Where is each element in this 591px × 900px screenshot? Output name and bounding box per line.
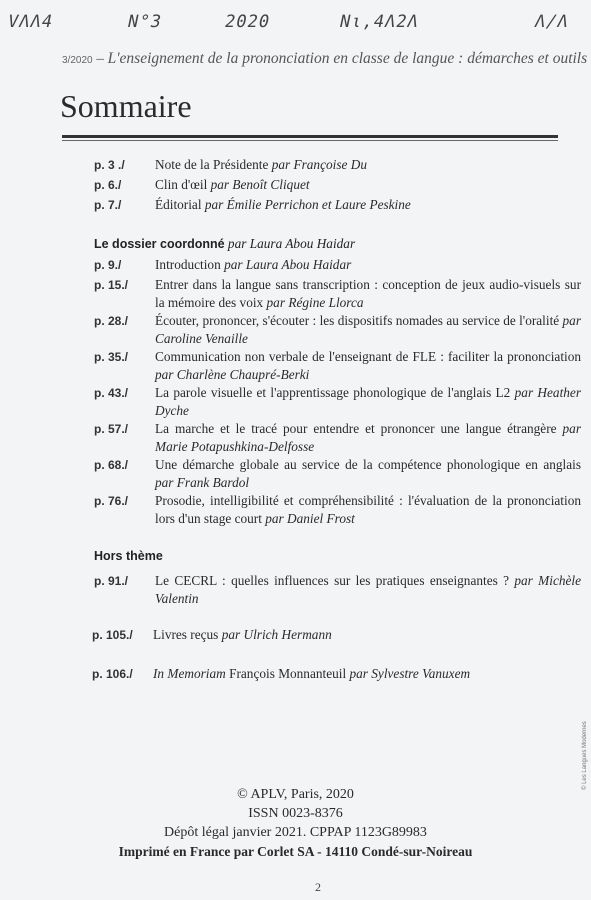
handwriting-a: VΛΛ4: [5, 12, 56, 32]
toc-title: Communication non verbale de l'enseignant de FLE : faciliter la prononciation: [155, 349, 581, 364]
toc-page: p. 43./: [94, 386, 129, 400]
toc-title: Prosodie, intelligibilité et compréhensibilité : l'évaluation de la prononciation lors d'un stage court: [155, 493, 581, 526]
toc-title: Écouter, prononcer, s'écouter : les dispositifs nomades au service de l'oralité: [155, 313, 563, 328]
section-title: Hors thème: [94, 549, 163, 563]
toc-text: [155, 420, 581, 456]
toc-text: [155, 156, 581, 174]
issn-line: ISSN 0023-8376: [248, 806, 343, 821]
toc-page: p. 9./: [94, 258, 122, 272]
toc-page: p. 7./: [94, 198, 122, 212]
toc-author: par Charlène Chaupré-Berki: [155, 367, 310, 382]
toc-text: [153, 665, 579, 683]
toc-title-italic: In Memoriam: [153, 666, 226, 681]
section-heading-hors-theme: [94, 549, 163, 563]
toc-text: [155, 276, 581, 312]
issue-number: 3/2020: [62, 55, 93, 66]
toc-title: Introduction: [155, 257, 225, 272]
toc-title: Une démarche globale au service de la compétence phonologique en anglais: [155, 457, 581, 472]
page-title: Sommaire: [60, 88, 192, 124]
toc-page: p. 68./: [94, 458, 129, 472]
handwriting-e: Λ/Λ: [532, 12, 571, 32]
issue-title: L'enseignement de la prononciation en classe de langue : démarches et outils: [107, 50, 588, 67]
toc-page: p. 3 ./: [94, 158, 125, 172]
toc-page: p. 105./: [92, 628, 133, 642]
toc-title: Le CECRL : quelles influences sur les pratiques enseignantes ?: [155, 573, 515, 588]
depot-line: Dépôt légal janvier 2021. CPPAP 1123G89983: [164, 825, 427, 840]
toc-text: [155, 196, 581, 214]
toc-title: Éditorial: [155, 197, 205, 212]
toc-author: par Benoît Cliquet: [210, 177, 310, 192]
toc-title: Entrer dans la langue sans transcription : conception de jeux audio-visuels sur la mémoire des voix: [155, 277, 581, 310]
toc-text: [155, 312, 581, 348]
toc-author: par Michèle Valentin: [155, 573, 581, 606]
toc-author: par Émilie Perrichon et Laure Peskine: [204, 197, 411, 212]
toc-author: par Daniel Frost: [265, 511, 355, 526]
toc-author: par Sylvestre Vanuxem: [349, 666, 471, 681]
toc-title: Clin d'œil: [155, 177, 211, 192]
side-copyright-mark: © Les Langues Modernes: [582, 721, 588, 790]
toc-text: [155, 256, 581, 274]
toc-author: par Heather Dyche: [155, 385, 581, 418]
toc-page: p. 35./: [94, 350, 129, 364]
handwriting-b: N°3: [125, 12, 164, 32]
toc-title: Livres reçus: [153, 627, 222, 642]
toc-page: p. 28./: [94, 314, 129, 328]
toc-page: p. 6./: [94, 178, 122, 192]
toc-title: Note de la Présidente: [155, 157, 272, 172]
title-rule-thin: [62, 140, 558, 141]
copyright-line: © APLV, Paris, 2020: [237, 787, 354, 802]
page-number: 2: [315, 880, 321, 894]
toc-author: par Régine Llorca: [266, 295, 364, 310]
section-heading-dossier: [94, 236, 355, 252]
toc-page: p. 91./: [94, 574, 129, 588]
toc-page: p. 57./: [94, 422, 129, 436]
toc-text: [155, 456, 581, 492]
toc-text: [155, 492, 581, 528]
toc-author: par Ulrich Hermann: [221, 627, 332, 642]
toc-text: [155, 176, 581, 194]
toc-title: La marche et le tracé pour entendre et prononcer une langue étrangère: [155, 421, 563, 436]
section-title: Le dossier coordonné: [94, 237, 225, 251]
handwritten-note: [0, 8, 591, 38]
toc-title: La parole visuelle et l'apprentissage phonologique de l'anglais L2: [155, 385, 515, 400]
toc-title: François Monnanteuil: [225, 666, 350, 681]
toc-text: [155, 348, 581, 384]
header-separator: –: [92, 51, 108, 67]
toc-author: par Laura Abou Haidar: [224, 257, 352, 272]
running-header: [62, 50, 588, 68]
toc-text: [155, 384, 581, 420]
printer-line: Imprimé en France par Corlet SA - 14110 Condé-sur-Noireau: [118, 844, 473, 859]
toc-author: par Frank Bardol: [155, 475, 250, 490]
handwriting-c: 2020: [222, 12, 273, 32]
section-author: par Laura Abou Haidar: [224, 236, 356, 251]
toc-text: [153, 626, 579, 644]
toc-page: p. 15./: [94, 278, 129, 292]
toc-text: [155, 572, 581, 608]
toc-page: p. 76./: [94, 494, 129, 508]
handwriting-d: Nι,4Λ2Λ: [337, 12, 421, 32]
toc-page: p. 106./: [92, 667, 133, 681]
toc-author: par Françoise Du: [271, 157, 367, 172]
title-rule-thick: [62, 135, 558, 138]
toc-author: par Marie Potapushkina-Delfosse: [155, 421, 581, 454]
toc-author: par Caroline Venaille: [155, 313, 581, 346]
